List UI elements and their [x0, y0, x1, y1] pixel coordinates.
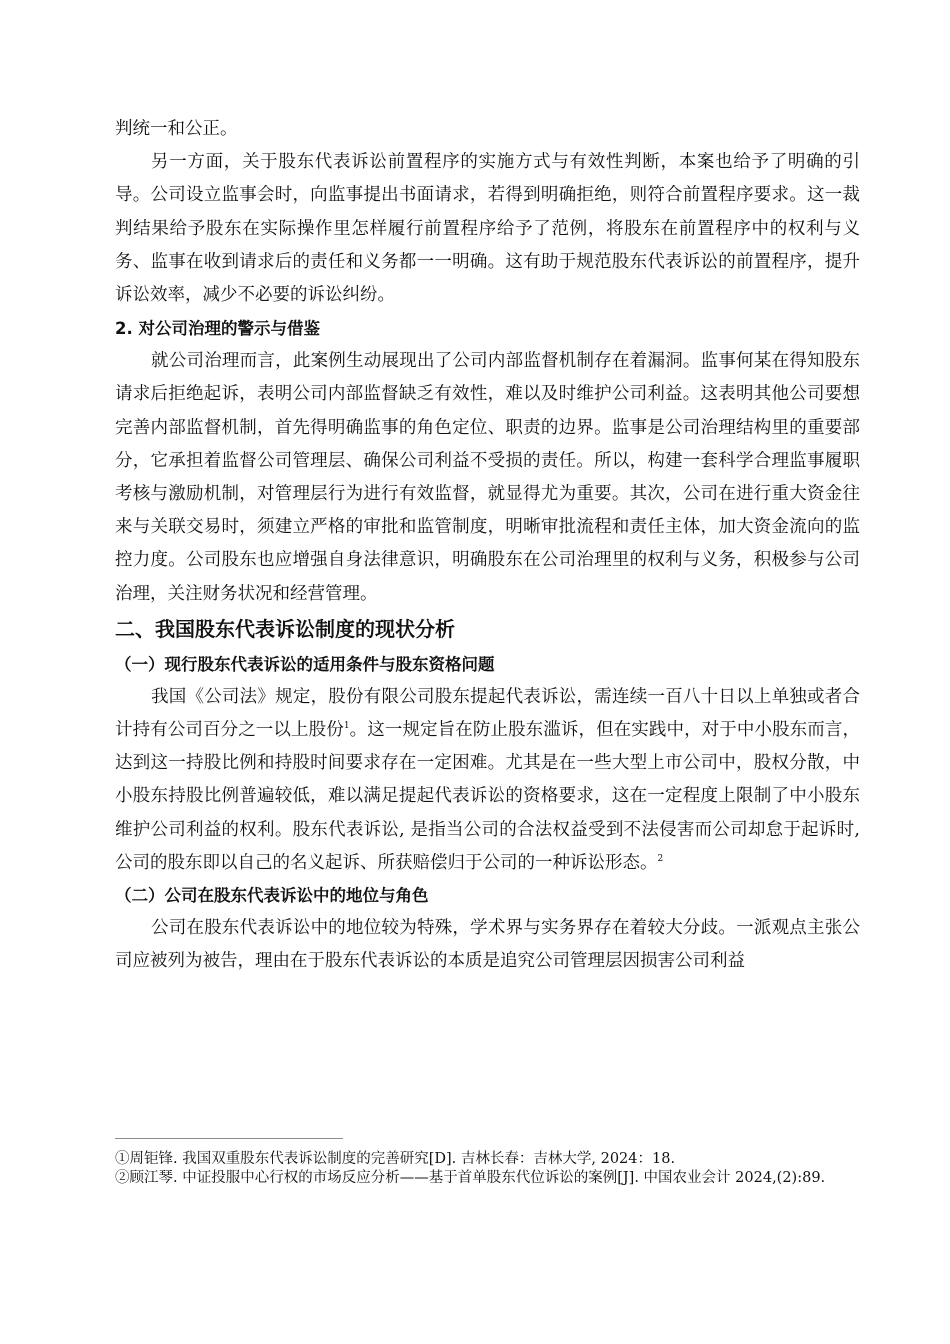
paragraph-company-position: 公司在股东代表诉讼中的地位较为特殊，学术界与实务界存在着较大分歧。一派观点主张公司应被列为被告，理由在于股东代表诉讼的本质是追究公司管理层因损害公司利益 [115, 918, 860, 972]
subheading-applicable-conditions: （一）现行股东代表诉讼的适用条件与股东资格问题 [115, 654, 495, 674]
footnote-1: ①周钜锋. 我国双重股东代表诉讼制度的完善研究[D]. 吉林长春：吉林大学, 2024：18. [115, 1151, 676, 1167]
document-body [115, 113, 860, 978]
footnote-2: ②顾江琴. 中证投服中心行权的市场反应分析——基于首单股东代位诉讼的案例[J]. 中国农业会计 2024,(2):89. [115, 1170, 826, 1186]
footnote-ref-1: 1 [343, 721, 350, 732]
footnotes [115, 1150, 860, 1188]
paragraph-continued: 判统一和公正。 [115, 119, 238, 139]
paragraph-preprocedure: 另一方面，关于股东代表诉讼前置程序的实施方式与有效性判断，本案也给予了明确的引导。公司设立监事会时，向监事提出书面请求，若得到明确拒绝，则符合前置程序要求。这一裁判结果给予股东在实际操作里怎样履行前置程序给予了范例，将股东在前置程序中的权利与义务、监事在收到请求后的责任和义务都一一明确。这有助于规范股东代表诉讼的前置程序，提升诉讼效率，减少不必要的诉讼纠纷。 [115, 152, 860, 306]
paragraph-company-law-part1: 我国《公司法》规定，股份有限公司股东提起代表诉讼，需连续一百八十日以上单独或者合计持有公司百分之一以上股份 [115, 686, 860, 741]
section-heading-current-status: 二、我国股东代表诉讼制度的现状分析 [115, 616, 455, 641]
paragraph-governance: 就公司治理而言，此案例生动展现出了公司内部监督机制存在着漏洞。监事何某在得知股东请求后拒绝起诉，表明公司内部监督缺乏有效性，难以及时维护公司利益。这表明其他公司要想完善内部监督机制，首先得明确监事的角色定位、职责的边界。监事是公司治理结构里的重要部分，它承担着监督公司管理层、确保公司利益不受损的责任。所以，构建一套科学合理监事履职考核与激励机制，对管理层行为进行有效监督，就显得尤为重要。其次，公司在进行重大资金往来与关联交易时，须建立严格的审批和监管制度，明晰审批流程和责任主体，加大资金流向的监控力度。公司股东也应增强自身法律意识，明确股东在公司治理里的权利与义务，积极参与公司治理，关注财务状况和经营管理。 [115, 351, 860, 604]
paragraph-company-law-part2: 。这一规定旨在防止股东滥诉，但在实践中，对于中小股东而言，达到这一持股比例和持股时间要求存在一定困难。尤其是在一些大型上市公司中，股权分散，中小股东持股比例普遍较低，难以满足提起代表诉讼的资格要求，这在一定程度上限制了中小股东维护公司利益的权利。股东代表诉讼, 是指当公司的合法权益受到不法侵害而公司却怠于起诉时, 公司的股东即以自己的名义起诉、所获赔偿归于公司的一种诉讼形态。 [115, 720, 861, 873]
subheading-company-role: （二）公司在股东代表诉讼中的地位与角色 [115, 886, 429, 906]
footnote-divider [115, 1138, 343, 1139]
heading-governance-lessons: 2. 对公司治理的警示与借鉴 [115, 319, 320, 339]
footnote-ref-2: 2 [657, 854, 664, 865]
paragraph-company-law [115, 681, 860, 880]
